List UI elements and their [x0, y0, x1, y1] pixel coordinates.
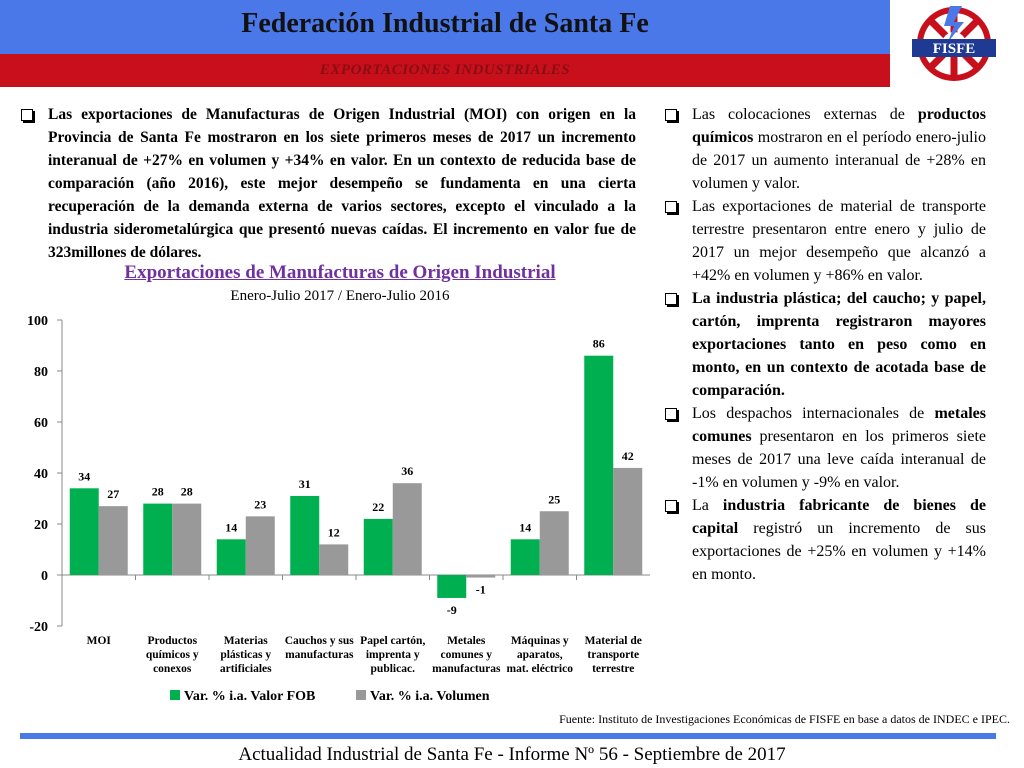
data-label: 42 — [621, 448, 634, 463]
data-label: 28 — [180, 484, 193, 499]
bar — [290, 496, 319, 575]
source-note: Fuente: Instituto de Investigaciones Económicas de FISFE en base a datos de INDEC e IPEC. — [559, 712, 1010, 726]
data-label: 31 — [298, 476, 311, 491]
x-tick-label: transporte — [587, 649, 640, 661]
chart-title: Exportaciones de Manufacturas de Origen Industrial — [124, 262, 556, 283]
y-tick-label: 0 — [41, 569, 48, 584]
bar — [437, 575, 466, 598]
intro-text: Las exportaciones de Manufacturas de Origen Industrial (MOI) con origen en la Provincia de Santa Fe mostraron en los siete primeros meses de 2017 un incremento interanual de +27% en volumen y +34% en valor. En un contexto de reducida base de comparación (año 2016), este mejor desempeño se fundamenta en una cierta recuperación de la demanda externa de varios sectores, excepto el vinculado a la industria siderometalúrgica que presentó nuevas caídas. El incremento en valor fue de 323millones de dólares. — [48, 106, 636, 261]
bar — [99, 506, 128, 575]
data-label: 14 — [519, 520, 532, 535]
bar — [246, 516, 275, 575]
checkbox-bullet-icon — [665, 109, 677, 121]
bar — [613, 468, 642, 575]
data-label: 23 — [254, 497, 267, 512]
bar — [364, 519, 393, 575]
bar — [70, 488, 99, 575]
data-label: 36 — [401, 464, 414, 479]
data-label: 34 — [78, 469, 91, 484]
bar — [143, 504, 172, 575]
data-label: -9 — [446, 602, 457, 617]
y-tick-label: 80 — [34, 365, 48, 380]
data-label: 28 — [151, 484, 164, 499]
x-tick-label: manufacturas — [285, 649, 354, 661]
x-tick-label: terrestre — [592, 663, 635, 675]
y-tick-label: 40 — [34, 467, 48, 482]
data-label: 86 — [592, 336, 605, 351]
x-tick-label: Materias — [223, 635, 268, 647]
bar — [217, 539, 246, 575]
y-tick-label: 20 — [34, 518, 48, 533]
bar — [319, 544, 348, 575]
data-label: 12 — [327, 525, 340, 540]
x-tick-label: plásticas y — [220, 649, 272, 661]
intro-paragraph — [18, 103, 636, 264]
x-tick-label: comunes y — [440, 649, 492, 661]
footer-text: Actualidad Industrial de Santa Fe - Informe Nº 56 - Septiembre de 2017 — [238, 744, 786, 765]
x-tick-label: Cauchos y sus — [284, 635, 354, 647]
x-tick-label: Papel cartón, — [360, 635, 426, 647]
bar — [393, 483, 422, 575]
checkbox-bullet-icon — [665, 408, 677, 420]
bar — [466, 575, 495, 578]
data-label: 25 — [548, 492, 561, 507]
legend-swatch — [356, 690, 366, 700]
data-label: -1 — [475, 582, 486, 597]
list-item: La industria fabricante de bienes de capital registró un incremento de sus exportaciones de +25% en volumen y +14% en monto. — [662, 494, 986, 586]
bar — [511, 539, 540, 575]
legend-label: Var. % i.a. Volumen — [370, 689, 490, 704]
chart-subtitle: Enero-Julio 2017 / Enero-Julio 2016 — [230, 288, 450, 304]
x-tick-label: aparatos, — [516, 649, 563, 661]
footer-divider — [20, 733, 996, 739]
x-tick-label: mat. eléctrico — [506, 663, 573, 675]
legend-label: Var. % i.a. Valor FOB — [184, 689, 316, 704]
data-label: 27 — [107, 487, 120, 502]
highlights-list — [662, 103, 986, 586]
y-tick-label: 60 — [34, 416, 48, 431]
x-tick-label: Metales — [447, 635, 486, 647]
y-tick-label: -20 — [29, 620, 48, 635]
x-tick-label: químicos y — [145, 649, 199, 661]
checkbox-bullet-icon — [665, 201, 677, 213]
bar-chart — [14, 308, 654, 708]
list-item: Las colocaciones externas de productos químicos mostraron en el período enero-julio de 2017 un aumento interanual de +28% en volumen y valor. — [662, 103, 986, 195]
checkbox-bullet-icon — [665, 293, 677, 305]
checkbox-bullet-icon — [21, 109, 33, 121]
x-tick-label: artificiales — [219, 663, 272, 675]
page-title: Federación Industrial de Santa Fe — [241, 8, 649, 39]
legend-swatch — [170, 690, 180, 700]
data-label: 22 — [372, 499, 385, 514]
x-tick-label: Material de — [584, 635, 642, 647]
logo-text: FISFE — [932, 41, 976, 57]
list-item: Los despachos internacionales de metales comunes presentaron en los primeros siete meses de 2017 una leve caída interanual de -1% en volumen y -9% en valor. — [662, 402, 986, 494]
checkbox-bullet-icon — [665, 500, 677, 512]
x-tick-label: conexos — [153, 663, 192, 675]
y-tick-label: 100 — [27, 314, 48, 329]
x-tick-label: Máquinas y — [510, 635, 569, 647]
bar — [540, 511, 569, 575]
fisfe-logo — [902, 4, 1006, 86]
x-tick-label: imprenta y — [365, 649, 420, 661]
data-label: 14 — [225, 520, 238, 535]
x-tick-label: Productos — [147, 635, 198, 647]
x-tick-label: publicac. — [370, 663, 415, 675]
x-tick-label: MOI — [86, 635, 111, 647]
page-subtitle: EXPORTACIONES INDUSTRIALES — [319, 62, 571, 78]
bar — [584, 356, 613, 575]
list-item: Las exportaciones de material de transporte terrestre presentaron entre enero y julio de 2017 un mejor desempeño que alcanzó a +42% en volumen y +86% en valor. — [662, 195, 986, 287]
x-tick-label: manufacturas — [432, 663, 501, 675]
bar — [172, 504, 201, 575]
list-item: La industria plástica; del caucho; y papel, cartón, imprenta registraron mayores exportaciones tanto en peso como en monto, en un contexto de acotada base de comparación. — [662, 287, 986, 402]
